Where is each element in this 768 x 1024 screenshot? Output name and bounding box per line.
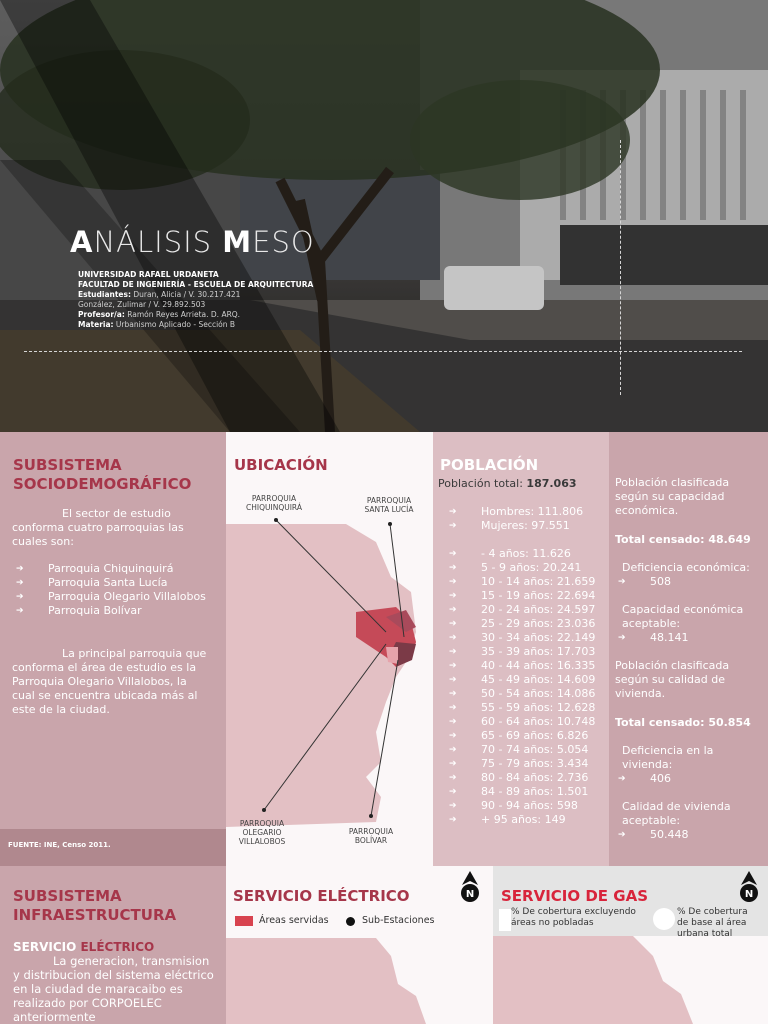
- page-title: ANÁLISIS MESO: [70, 225, 315, 259]
- age-list-item: ➔ 30 - 34 años: 22.149: [445, 631, 610, 645]
- eco-total: Total censado: 48.649: [615, 533, 751, 546]
- students-label: Estudiantes:: [78, 290, 131, 299]
- viv-cal-label: Calidad de vivienda aceptable:: [622, 800, 731, 827]
- socio-panel: [0, 432, 226, 866]
- list-item: ➔ 508: [614, 575, 671, 589]
- svg-text:N: N: [465, 889, 475, 900]
- legend-coverage-populated: % De cobertura excluyendo áreas no pobladas: [511, 907, 636, 928]
- list-item: ➔ Hombres: 111.806: [445, 505, 605, 519]
- professor-name: Ramón Reyes Arrieta. D. ARQ.: [127, 310, 241, 319]
- svg-text:N: N: [744, 889, 754, 900]
- gas-heading: SERVICIO DE GAS: [501, 887, 648, 905]
- electrico-heading: SERVICIO ELÉCTRICO: [233, 887, 410, 905]
- list-item: ➔ Mujeres: 97.551: [445, 519, 605, 533]
- age-list-item: ➔ 90 - 94 años: 598: [445, 799, 610, 813]
- socio-main-text: La principal parroquia que conforma el área de estudio es la Parroquia Olegario Villalobos, la cual se encuentra ubicada más al este de la ciudad.: [12, 647, 207, 716]
- list-item: ➔ 48.141: [614, 631, 689, 645]
- hero-banner: [0, 0, 768, 432]
- age-list-item: ➔ 25 - 29 años: 23.036: [445, 617, 610, 631]
- socio-heading: SUBSISTEMA SOCIODEMOGRÁFICO: [13, 456, 192, 493]
- subject-label: Materia:: [78, 320, 114, 329]
- age-list-item: ➔ + 95 años: 149: [445, 813, 610, 827]
- label-santa-lucia: PARROQUIA SANTA LUCÍA: [364, 496, 414, 514]
- total-value: 187.063: [526, 477, 577, 490]
- list-item: ➔ 406: [614, 772, 671, 786]
- poblacion-heading: POBLACIÓN: [440, 456, 539, 474]
- age-list-item: ➔ 5 - 9 años: 20.241: [445, 561, 610, 575]
- age-list-item: ➔ 50 - 54 años: 14.086: [445, 687, 610, 701]
- age-list-item: ➔ 45 - 49 años: 14.609: [445, 673, 610, 687]
- clasificacion-panel: [609, 432, 768, 866]
- professor-label: Profesor/a:: [78, 310, 125, 319]
- viv-cal-list: [614, 828, 689, 842]
- age-list-item: ➔ 65 - 69 años: 6.826: [445, 729, 610, 743]
- viv-total: Total censado: 50.854: [615, 716, 751, 729]
- source-note: FUENTE: INE, Censo 2011.: [0, 829, 226, 866]
- age-list-item: ➔ 55 - 59 años: 12.628: [445, 701, 610, 715]
- list-item: ➔ Parroquia Olegario Villalobos: [12, 590, 212, 604]
- sub-b: ELÉCTRICO: [80, 940, 155, 954]
- sub-a: SERVICIO: [13, 940, 81, 954]
- eco-cap-label: Capacidad económica aceptable:: [622, 603, 744, 630]
- subject-name: Urbanismo Aplicado - Sección B: [115, 320, 236, 329]
- age-list-item: ➔ 20 - 24 años: 24.597: [445, 603, 610, 617]
- eco-cap-list: [614, 631, 689, 645]
- age-list-item: ➔ 84 - 89 años: 1.501: [445, 785, 610, 799]
- substation-icon: [346, 917, 355, 926]
- legend-coverage-urban: % De cobertura de base al área urbana total: [677, 907, 748, 939]
- poblacion-panel: [433, 432, 609, 866]
- hero-photo: [0, 0, 768, 432]
- gender-list: [445, 505, 605, 533]
- north-arrow-icon: [739, 871, 759, 903]
- served-areas-swatch: [235, 916, 253, 926]
- credits-block: [78, 270, 313, 330]
- parish-list: [12, 562, 212, 618]
- infra-heading: SUBSISTEMA INFRAESTRUCTURA: [13, 887, 177, 924]
- vertical-dashed-divider: [620, 140, 621, 395]
- label-olegario-villalobos: PARROQUIA OLEGARIO VILLALOBOS: [238, 819, 286, 846]
- list-item: ➔ Parroquia Chiquinquirá: [12, 562, 212, 576]
- infra-subheading: [13, 940, 154, 954]
- total-population: [438, 477, 577, 491]
- legend-served-areas: Áreas servidas: [259, 915, 329, 926]
- age-list-item: ➔ 80 - 84 años: 2.736: [445, 771, 610, 785]
- age-list-item: ➔ 70 - 74 años: 5.054: [445, 743, 610, 757]
- student-1: Duran, Alicia / V. 30.217.421: [133, 290, 241, 299]
- list-item: ➔ Parroquia Bolívar: [12, 604, 212, 618]
- age-list: [445, 547, 610, 827]
- coverage-swatch-2: [653, 908, 675, 930]
- label-chiquinquira: PARROQUIA CHIQUINQUIRÁ: [246, 494, 302, 512]
- student-2: González, Zulimar / V. 29.892.503: [78, 300, 206, 309]
- age-list-item: ➔ 10 - 14 años: 21.659: [445, 575, 610, 589]
- electrico-panel: [226, 866, 493, 1024]
- dashed-divider: [24, 351, 742, 352]
- ubicacion-heading: UBICACIÓN: [234, 456, 328, 474]
- age-list-item: ➔ 40 - 44 años: 16.335: [445, 659, 610, 673]
- coverage-swatch-1: [499, 909, 511, 931]
- age-list-item: ➔ 35 - 39 años: 17.703: [445, 645, 610, 659]
- age-list-item: ➔ - 4 años: 11.626: [445, 547, 610, 561]
- university-name: UNIVERSIDAD RAFAEL URDANETA: [78, 270, 219, 279]
- viv-def-list: [614, 772, 671, 786]
- viv-def-label: Deficiencia en la vivienda:: [622, 744, 714, 771]
- viv-intro: Población clasificada según su calidad de vivienda.: [615, 659, 730, 700]
- infra-panel: [0, 866, 226, 1024]
- socio-intro: El sector de estudio conforma cuatro parroquias las cuales son:: [12, 507, 184, 548]
- gas-panel: [493, 866, 768, 1024]
- list-item: ➔ 50.448: [614, 828, 689, 842]
- faculty-name: FACULTAD DE INGENIERÍA - ESCUELA DE ARQUITECTURA: [78, 280, 314, 289]
- total-label: Población total:: [438, 477, 527, 490]
- age-list-item: ➔ 15 - 19 años: 22.694: [445, 589, 610, 603]
- eco-def-label: Deficiencia económica:: [622, 561, 750, 574]
- infra-text: La generacion, transmision y distribucion del sistema eléctrico en la ciudad de maracaibo es realizado por CORPOELEC anteriormente: [13, 954, 214, 1024]
- list-item: ➔ Parroquia Santa Lucía: [12, 576, 212, 590]
- north-arrow-icon: [460, 871, 480, 903]
- eco-def-list: [614, 575, 671, 589]
- ubicacion-panel: [226, 432, 433, 866]
- legend-substations: Sub-Estaciones: [362, 915, 435, 926]
- label-bolivar: PARROQUIA BOLÍVAR: [348, 827, 394, 845]
- age-list-item: ➔ 60 - 64 años: 10.748: [445, 715, 610, 729]
- age-list-item: ➔ 75 - 79 años: 3.434: [445, 757, 610, 771]
- eco-intro: Población clasificada según su capacidad económica.: [615, 476, 730, 517]
